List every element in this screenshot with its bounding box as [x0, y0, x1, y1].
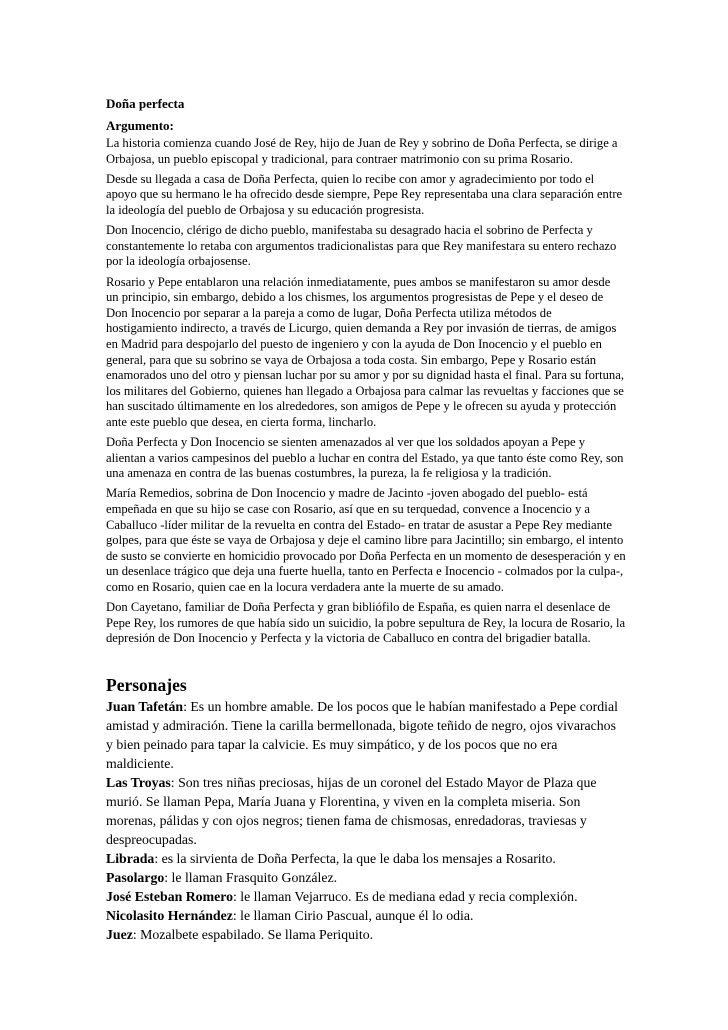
- personajes-heading: Personajes: [106, 674, 187, 695]
- character-list: [106, 697, 626, 944]
- paragraph: Doña Perfecta y Don Inocencio se sienten amenazados al ver que los soldados apoyan a Pepe y alientan a varios campesinos del pueblo a luchar en contra del Estado, ya que tanto éste como Rey, son una amenaza en contra de las buenas costumbres, la pureza, la fe religiosa y la tradición.: [106, 435, 624, 481]
- character-entry: [106, 697, 626, 773]
- document-title: Doña perfecta: [106, 96, 185, 111]
- character-name: Juez: [106, 926, 133, 942]
- character-description: : Son tres niñas preciosas, hijas de un coronel del Estado Mayor de Plaza que murió. Se llaman Pepa, María Juana y Florentina, y viven en la completa miseria. Son morenas, pálidas y con ojos negros; tienen fama de chismosas, enredadoras, traviesas y despreocupadas.: [106, 774, 597, 847]
- paragraph: La historia comienza cuando José de Rey, hijo de Juan de Rey y sobrino de Doña Perfecta, se dirige a Orbajosa, un pueblo episcopal y tradicional, para contraer matrimonio con su prima Rosario.: [106, 136, 618, 166]
- character-name: José Esteban Romero: [106, 888, 233, 904]
- character-description: : le llaman Vejarruco. Es de mediana edad y recia complexión.: [232, 888, 578, 904]
- paragraph: Don Cayetano, familiar de Doña Perfecta y gran bibliófilo de España, es quien narra el desenlace de Pepe Rey, los rumores de que había sido un suicidio, la pobre sepultura de Rey, la locura de Rosario, la depresión de Don Inocencio y Perfecta y la victoria de Caballuco en contra del brigadier batalla.: [106, 600, 626, 646]
- argumento-body: [106, 136, 626, 647]
- character-entry: [106, 849, 626, 868]
- character-name: Pasolargo: [106, 869, 165, 885]
- paragraph: María Remedios, sobrina de Don Inocencio y madre de Jacinto -joven abogado del pueblo- está empeñada en que su hijo se case con Rosario, así que en su terquedad, convence a Inocencio y a Caballuco -líder militar de la revuelta en contra del Estado- en tratar de asustar a Pepe Rey mediante golpes, para que éste se vaya de Orbajosa y deje el camino libre para Jacintillo; sin embargo, el intento de susto se convierte en homicidio provocado por Doña Perfecta en un momento de desesperación y en un desenlace trágico que deja una fuerte huella, tanto en Perfecta e Inocencio - colmados por la culpa-, como en Rosario, quien cae en la locura verdadera ante la muerte de su amado.: [106, 486, 626, 594]
- character-name: Juan Tafetán: [106, 698, 184, 714]
- character-entry: [106, 906, 626, 925]
- character-description: : es la sirvienta de Doña Perfecta, la que le daba los mensajes a Rosarito.: [154, 850, 556, 866]
- character-name: Las Troyas: [106, 774, 171, 790]
- argumento-heading: Argumento:: [106, 118, 174, 133]
- character-entry: [106, 925, 626, 944]
- paragraph: Don Inocencio, clérigo de dicho pueblo, manifestaba su desagrado hacia el sobrino de Perfecta y constantemente lo retaba con argumentos tradicionalistas para que Rey manifestara su entero rechazo por la ideología orbajosense.: [106, 223, 617, 269]
- character-entry: [106, 887, 626, 906]
- character-description: : le llaman Cirio Pascual, aunque él lo odia.: [232, 907, 474, 923]
- character-name: Librada: [106, 850, 155, 866]
- character-description: : Es un hombre amable. De los pocos que le habían manifestado a Pepe cordial amistad y admiración. Tiene la carilla bermellonada, bigote teñido de negro, ojos vivarachos y bien peinado para tapar la calvicie. Es muy simpático, y de los pocos que no era maldiciente.: [106, 698, 618, 771]
- document-page: [106, 96, 626, 944]
- character-description: : le llaman Frasquito González.: [164, 869, 338, 885]
- paragraph: Rosario y Pepe entablaron una relación inmediatamente, pues ambos se manifestaron su amor desde un principio, sin embargo, debido a los chismes, los argumentos progresistas de Pepe y el deseo de Don Inocencio por separar a la pareja a como de lugar, Doña Perfecta utiliza métodos de hostigamiento indirecto, a través de Licurgo, quien demanda a Rey por invasión de tierras, de amigos en Madrid para despojarlo del puesto de ingeniero y con la ayuda de Don Inocencio y el pueblo en general, para que su sobrino se vaya de Orbajosa a toda costa. Sin embargo, Pepe y Rosario están enamorados uno del otro y piensan luchar por su amor y por su dignidad hasta el final. Para su fortuna, los militares del Gobierno, quienes han llegado a Orbajosa para calmar las revueltas y facciones que se han suscitado últimamente en los alrededores, son amigos de Pepe y le ofrecen su ayuda y protección ante este pueblo que desea, en cierta forma, lincharlo.: [106, 274, 624, 429]
- character-description: : Mozalbete espabilado. Se llama Periquito.: [132, 926, 374, 942]
- character-entry: [106, 868, 626, 887]
- character-name: Nicolasito Hernández: [106, 907, 233, 923]
- character-entry: [106, 773, 626, 849]
- paragraph: Desde su llegada a casa de Doña Perfecta, quien lo recibe con amor y agradecimiento por todo el apoyo que su hermano le ha ofrecido desde siempre, Pepe Rey representaba una clara separación entre la ideología del pueblo de Orbajosa y su educación progresista.: [106, 171, 623, 217]
